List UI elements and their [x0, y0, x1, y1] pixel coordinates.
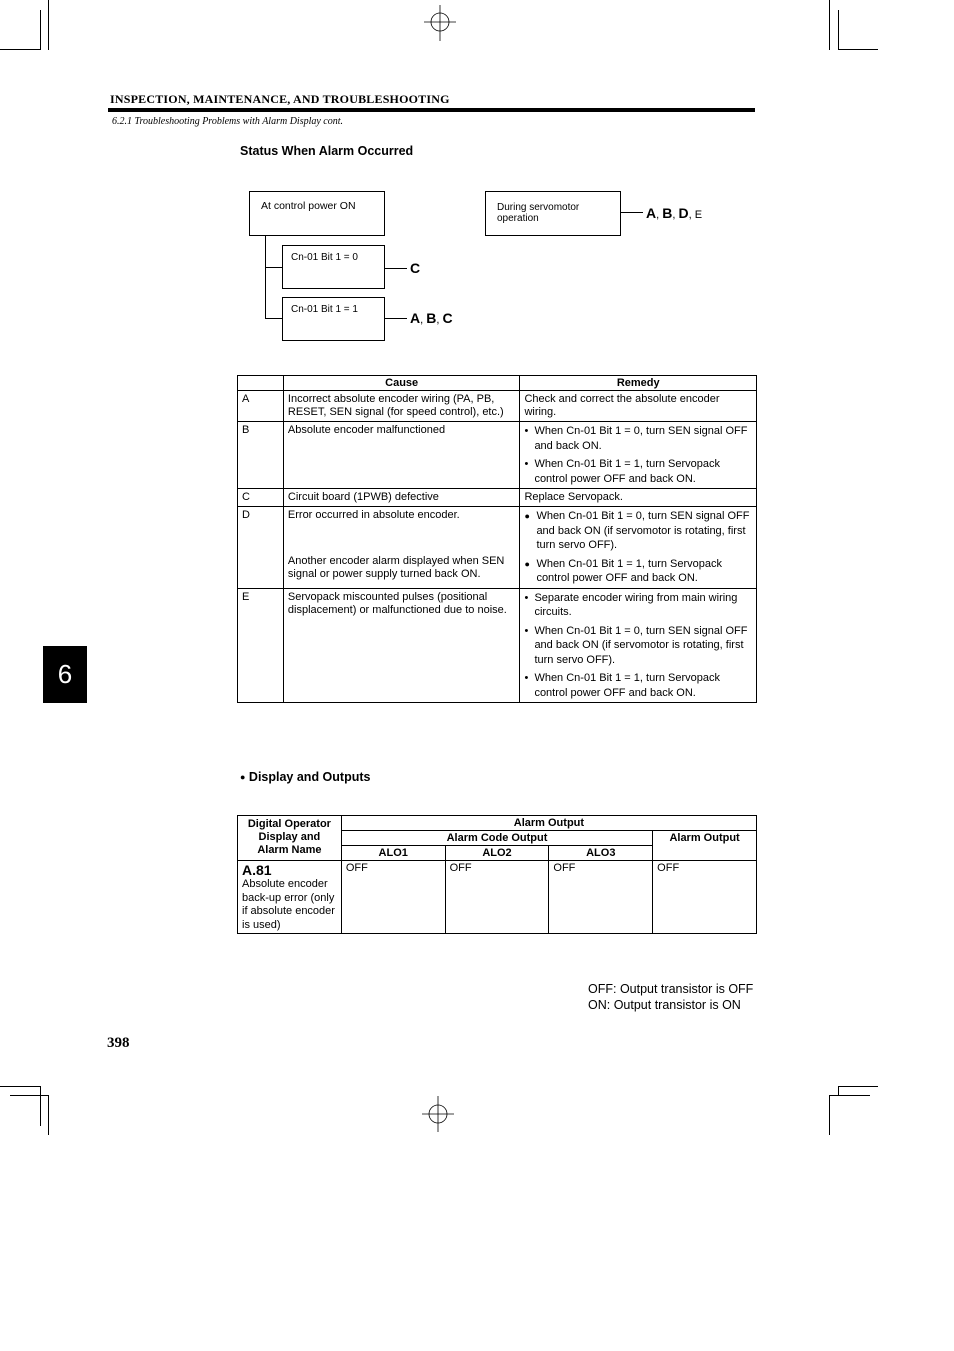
- cause-text: Another encoder alarm displayed when SEN signal or power supply turned back ON.: [287, 555, 505, 580]
- row-cause: [283, 507, 520, 589]
- table-header-row: [238, 816, 757, 831]
- crop-mark: [0, 49, 40, 50]
- connector-line: [265, 236, 266, 318]
- legend-off: OFF: Output transistor is OFF: [588, 982, 754, 996]
- header-alo1: ALO1: [341, 846, 445, 861]
- page-number: 398: [107, 1035, 130, 1051]
- row-remedy: [520, 422, 757, 489]
- remedy-list: [524, 424, 752, 486]
- list-item: • When Cn-01 Bit 1 = 1, turn Servopack control power OFF and back ON.: [524, 457, 752, 486]
- table-row: [238, 489, 757, 507]
- row-id: D: [238, 507, 284, 589]
- cause-text: Error occurred in absolute encoder.: [287, 509, 460, 521]
- connector-line: [385, 318, 407, 319]
- alarm-output-value: OFF: [653, 861, 757, 934]
- crop-mark: [10, 1095, 48, 1096]
- legend-on: ON: Output transistor is ON: [588, 998, 741, 1012]
- servo-operation-box: [485, 191, 621, 236]
- alarm-name: Absolute encoder back-up error (only if absolute encoder is used): [242, 878, 335, 931]
- output-legend: [588, 981, 753, 1013]
- alarm-name-cell: [238, 861, 342, 934]
- connector-line: [621, 212, 643, 213]
- crop-mark: [838, 49, 878, 50]
- header-alo3: ALO3: [549, 846, 653, 861]
- alarm-output-table: [237, 815, 757, 934]
- bit1-box: [282, 297, 385, 341]
- list-item: • When Cn-01 Bit 1 = 0, turn SEN signal OFF and back ON.: [524, 424, 752, 453]
- crop-mark: [0, 1086, 40, 1087]
- row-id: E: [238, 588, 284, 703]
- list-item: • When Cn-01 Bit 1 = 1, turn Servopack control power OFF and back ON.: [524, 671, 752, 700]
- bit0-codes: C: [410, 260, 421, 276]
- header-cause: Cause: [283, 376, 520, 391]
- power-on-label: At control power ON: [261, 200, 356, 212]
- row-cause: Servopack miscounted pulses (positional displacement) or malfunctioned due to noise.: [283, 588, 520, 703]
- crop-mark: [48, 1095, 49, 1135]
- header-alarm-output-col: Alarm Output: [653, 831, 757, 861]
- alo2-value: OFF: [445, 861, 549, 934]
- crop-mark: [40, 10, 41, 50]
- alo1-value: OFF: [341, 861, 445, 934]
- row-remedy: [520, 588, 757, 703]
- list-item: ● When Cn-01 Bit 1 = 1, turn Servopack control power OFF and back ON.: [524, 557, 752, 586]
- bit1-codes: A, B, C: [410, 310, 453, 326]
- registration-mark: [420, 5, 460, 41]
- header-operator-display: Digital Operator Display and Alarm Name: [238, 816, 342, 861]
- bit0-label: Cn-01 Bit 1 = 0: [291, 252, 358, 263]
- crop-mark: [829, 0, 830, 50]
- row-remedy: Check and correct the absolute encoder wiring.: [520, 391, 757, 422]
- header-rule: [108, 108, 755, 112]
- header-remedy: Remedy: [520, 376, 757, 391]
- registration-mark: [418, 1096, 458, 1132]
- connector-line: [265, 318, 282, 319]
- row-cause: Circuit board (1PWB) defective: [283, 489, 520, 507]
- display-heading: [240, 770, 370, 784]
- list-item: ● When Cn-01 Bit 1 = 0, turn SEN signal OFF and back ON (if servomotor is rotating, first turn servo OFF).: [524, 509, 752, 553]
- table-header-row: [238, 376, 757, 391]
- servo-operation-label: During servomotor operation: [497, 202, 580, 224]
- list-item: • Separate encoder wiring from main wiring circuits.: [524, 591, 752, 620]
- servo-codes: A, B, D, E: [646, 205, 703, 221]
- connector-line: [385, 268, 407, 269]
- row-id: B: [238, 422, 284, 489]
- bit0-box: [282, 245, 385, 289]
- display-heading-text: Display and Outputs: [248, 770, 371, 784]
- table-row: [238, 507, 757, 589]
- row-remedy: [520, 507, 757, 589]
- table-row: [238, 588, 757, 703]
- header-alo2: ALO2: [445, 846, 549, 861]
- crop-mark: [838, 1086, 878, 1087]
- chapter-header: INSPECTION, MAINTENANCE, AND TROUBLESHOOTING: [110, 92, 450, 106]
- header-alarm-output: Alarm Output: [341, 816, 756, 831]
- table-row: [238, 391, 757, 422]
- remedy-list: [524, 509, 752, 586]
- header-alarm-code-output: Alarm Code Output: [341, 831, 652, 846]
- subsection-title: 6.2.1 Troubleshooting Problems with Alarm Display cont.: [112, 116, 344, 127]
- header-id: [238, 376, 284, 391]
- cause-remedy-table: [237, 375, 757, 703]
- row-id: C: [238, 489, 284, 507]
- crop-mark: [838, 10, 839, 50]
- list-item: • When Cn-01 Bit 1 = 0, turn SEN signal OFF and back ON (if servomotor is rotating, first turn servo OFF).: [524, 624, 752, 668]
- table-row: [238, 861, 757, 934]
- remedy-list: [524, 591, 752, 701]
- table-row: [238, 422, 757, 489]
- row-cause: Incorrect absolute encoder wiring (PA, PB, RESET, SEN signal (for speed control), etc.): [283, 391, 520, 422]
- row-cause: Absolute encoder malfunctioned: [283, 422, 520, 489]
- power-on-box: [249, 191, 385, 236]
- bullet-icon: ●: [240, 772, 246, 782]
- connector-line: [265, 267, 282, 268]
- crop-mark: [829, 1095, 830, 1135]
- chapter-tab: 6: [43, 646, 87, 703]
- alarm-code: A.81: [242, 862, 272, 878]
- crop-mark: [40, 1086, 41, 1126]
- bit1-label: Cn-01 Bit 1 = 1: [291, 304, 358, 315]
- crop-mark: [830, 1095, 870, 1096]
- status-heading: Status When Alarm Occurred: [240, 144, 414, 158]
- crop-mark: [48, 0, 49, 50]
- row-id: A: [238, 391, 284, 422]
- alo3-value: OFF: [549, 861, 653, 934]
- row-remedy: Replace Servopack.: [520, 489, 757, 507]
